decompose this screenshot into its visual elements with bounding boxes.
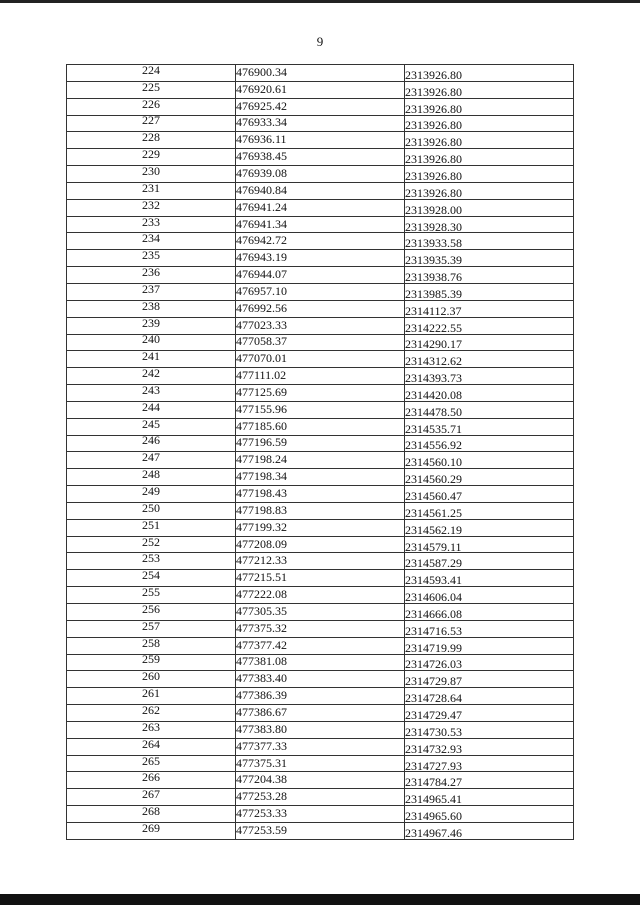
cell-text: 2313926.80 xyxy=(405,135,462,150)
cell-text: 477070.01 xyxy=(236,351,287,366)
cell-text: 2314784.27 xyxy=(405,775,462,790)
cell-text: 2313928.00 xyxy=(405,202,462,217)
cell-text: 2314562.19 xyxy=(405,522,462,537)
cell-text: 236 xyxy=(142,265,160,280)
cell-text: 258 xyxy=(142,635,160,650)
cell-text: 2313926.80 xyxy=(405,168,462,183)
table-row xyxy=(67,199,574,216)
y-coordinate-cell xyxy=(405,65,574,82)
cell-text: 259 xyxy=(142,652,160,667)
cell-text: 476941.34 xyxy=(236,216,287,231)
cell-text: 477386.67 xyxy=(236,704,287,719)
cell-text: 232 xyxy=(142,197,160,212)
cell-text: 477111.02 xyxy=(236,368,287,383)
table-row xyxy=(67,721,574,738)
cell-text: 2313928.30 xyxy=(405,219,462,234)
y-coordinate-cell xyxy=(405,620,574,637)
cell-text: 477253.33 xyxy=(236,806,287,821)
cell-text: 477198.24 xyxy=(236,452,287,467)
x-coordinate-cell xyxy=(236,300,405,317)
cell-text: 2314730.53 xyxy=(405,724,462,739)
y-coordinate-cell xyxy=(405,300,574,317)
cell-text: 268 xyxy=(142,804,160,819)
x-coordinate-cell xyxy=(236,317,405,334)
x-coordinate-cell xyxy=(236,81,405,98)
point-number-cell xyxy=(67,587,236,604)
point-number-cell xyxy=(67,199,236,216)
cell-text: 477386.39 xyxy=(236,688,287,703)
cell-text: 2314556.92 xyxy=(405,438,462,453)
cell-text: 477377.33 xyxy=(236,738,287,753)
x-coordinate-cell xyxy=(236,199,405,216)
table-row xyxy=(67,705,574,722)
x-coordinate-cell xyxy=(236,435,405,452)
point-number-cell xyxy=(67,806,236,823)
cell-text: 477253.59 xyxy=(236,822,287,837)
x-coordinate-cell xyxy=(236,469,405,486)
y-coordinate-cell xyxy=(405,721,574,738)
y-coordinate-cell xyxy=(405,115,574,132)
cell-text: 261 xyxy=(142,686,160,701)
table-row xyxy=(67,587,574,604)
scan-bottom-edge xyxy=(0,894,640,905)
cell-text: 238 xyxy=(142,298,160,313)
table-row xyxy=(67,620,574,637)
y-coordinate-cell xyxy=(405,587,574,604)
point-number-cell xyxy=(67,401,236,418)
cell-text: 477125.69 xyxy=(236,384,287,399)
cell-text: 477305.35 xyxy=(236,603,287,618)
point-number-cell xyxy=(67,721,236,738)
y-coordinate-cell xyxy=(405,469,574,486)
x-coordinate-cell xyxy=(236,654,405,671)
cell-text: 476941.24 xyxy=(236,199,287,214)
x-coordinate-cell xyxy=(236,604,405,621)
x-coordinate-cell xyxy=(236,772,405,789)
y-coordinate-cell xyxy=(405,519,574,536)
y-coordinate-cell xyxy=(405,283,574,300)
x-coordinate-cell xyxy=(236,283,405,300)
y-coordinate-cell xyxy=(405,822,574,839)
cell-text: 237 xyxy=(142,281,160,296)
cell-text: 476942.72 xyxy=(236,233,287,248)
cell-text: 476957.10 xyxy=(236,283,287,298)
point-number-cell xyxy=(67,182,236,199)
x-coordinate-cell xyxy=(236,738,405,755)
cell-text: 2314420.08 xyxy=(405,387,462,402)
cell-text: 230 xyxy=(142,163,160,178)
y-coordinate-cell xyxy=(405,705,574,722)
cell-text: 234 xyxy=(142,231,160,246)
cell-text: 254 xyxy=(142,568,160,583)
cell-text: 2314560.29 xyxy=(405,472,462,487)
cell-text: 264 xyxy=(142,736,160,751)
cell-text: 267 xyxy=(142,787,160,802)
cell-text: 2314478.50 xyxy=(405,404,462,419)
cell-text: 2314560.10 xyxy=(405,455,462,470)
x-coordinate-cell xyxy=(236,806,405,823)
table-row xyxy=(67,182,574,199)
cell-text: 477198.83 xyxy=(236,502,287,517)
x-coordinate-cell xyxy=(236,182,405,199)
cell-text: 241 xyxy=(142,349,160,364)
page-number: 9 xyxy=(316,34,324,49)
cell-text: 2314561.25 xyxy=(405,505,462,520)
cell-text: 240 xyxy=(142,332,160,347)
table-row xyxy=(67,519,574,536)
cell-text: 255 xyxy=(142,585,160,600)
cell-text: 2314535.71 xyxy=(405,421,462,436)
table-row xyxy=(67,65,574,82)
point-number-cell xyxy=(67,702,236,722)
y-coordinate-cell xyxy=(405,435,574,452)
point-number-cell xyxy=(67,163,236,183)
y-coordinate-cell xyxy=(405,351,574,368)
x-coordinate-cell xyxy=(236,688,405,705)
table-row xyxy=(67,604,574,621)
y-coordinate-cell xyxy=(405,233,574,250)
x-coordinate-cell xyxy=(236,98,405,115)
cell-text: 2314606.04 xyxy=(405,590,462,605)
x-coordinate-cell xyxy=(236,418,405,435)
x-coordinate-cell xyxy=(236,705,405,722)
cell-text: 263 xyxy=(142,719,160,734)
cell-text: 2314290.17 xyxy=(405,337,462,352)
cell-text: 2314719.99 xyxy=(405,640,462,655)
cell-text: 477208.09 xyxy=(236,536,287,551)
cell-text: 477198.34 xyxy=(236,469,287,484)
x-coordinate-cell xyxy=(236,502,405,519)
cell-text: 476939.08 xyxy=(236,165,287,180)
y-coordinate-cell xyxy=(405,334,574,351)
cell-text: 243 xyxy=(142,382,160,397)
cell-text: 260 xyxy=(142,669,160,684)
table-row xyxy=(67,368,574,385)
cell-text: 2314726.03 xyxy=(405,657,462,672)
cell-text: 231 xyxy=(142,180,160,195)
cell-text: 477199.32 xyxy=(236,519,287,534)
cell-text: 2314393.73 xyxy=(405,371,462,386)
cell-text: 2313926.80 xyxy=(405,101,462,116)
cell-text: 250 xyxy=(142,500,160,515)
cell-text: 227 xyxy=(142,113,160,128)
table-row xyxy=(67,401,574,418)
cell-text: 2313926.80 xyxy=(405,185,462,200)
cell-text: 233 xyxy=(142,214,160,229)
y-coordinate-cell xyxy=(405,368,574,385)
point-number-cell xyxy=(67,502,236,519)
cell-text: 477222.08 xyxy=(236,587,287,602)
y-coordinate-cell xyxy=(405,772,574,789)
cell-text: 2314112.37 xyxy=(405,303,462,318)
cell-text: 252 xyxy=(142,534,160,549)
y-coordinate-cell xyxy=(405,738,574,755)
y-coordinate-cell xyxy=(405,502,574,519)
cell-text: 2313935.39 xyxy=(405,253,462,268)
cell-text: 476940.84 xyxy=(236,182,287,197)
y-coordinate-cell xyxy=(405,570,574,587)
y-coordinate-cell xyxy=(405,216,574,233)
point-number-cell xyxy=(67,822,236,839)
x-coordinate-cell xyxy=(236,401,405,418)
table-row xyxy=(67,267,574,284)
x-coordinate-cell xyxy=(236,570,405,587)
x-coordinate-cell xyxy=(236,250,405,267)
cell-text: 249 xyxy=(142,484,160,499)
x-coordinate-cell xyxy=(236,637,405,654)
table-row xyxy=(67,502,574,519)
table-row xyxy=(67,283,574,300)
x-coordinate-cell xyxy=(236,452,405,469)
cell-text: 2313926.80 xyxy=(405,152,462,167)
cell-text: 476925.42 xyxy=(236,98,287,113)
x-coordinate-cell xyxy=(236,587,405,604)
cell-text: 477383.40 xyxy=(236,671,287,686)
cell-text: 476943.19 xyxy=(236,250,287,265)
y-coordinate-cell xyxy=(405,536,574,553)
y-coordinate-cell xyxy=(405,250,574,267)
cell-text: 228 xyxy=(142,130,160,145)
x-coordinate-cell xyxy=(236,267,405,284)
cell-text: 477198.43 xyxy=(236,486,287,501)
cell-text: 2313926.80 xyxy=(405,67,462,82)
x-coordinate-cell xyxy=(236,620,405,637)
cell-text: 2314729.87 xyxy=(405,674,462,689)
cell-text: 2314587.29 xyxy=(405,556,462,571)
cell-text: 476933.34 xyxy=(236,115,287,130)
x-coordinate-cell xyxy=(236,721,405,738)
x-coordinate-cell xyxy=(236,385,405,402)
cell-text: 2314222.55 xyxy=(405,320,462,335)
cell-text: 246 xyxy=(142,433,160,448)
point-number-cell xyxy=(67,267,236,284)
cell-text: 224 xyxy=(142,62,160,77)
cell-text: 2314312.62 xyxy=(405,354,462,369)
point-number-cell xyxy=(67,382,236,402)
cell-text: 266 xyxy=(142,770,160,785)
cell-text: 477185.60 xyxy=(236,418,287,433)
point-number-cell xyxy=(67,368,236,385)
cell-text: 477204.38 xyxy=(236,772,287,787)
point-number-cell xyxy=(67,81,236,98)
y-coordinate-cell xyxy=(405,688,574,705)
cell-text: 2314716.53 xyxy=(405,623,462,638)
point-number-cell xyxy=(67,620,236,637)
cell-text: 253 xyxy=(142,551,160,566)
y-coordinate-cell xyxy=(405,789,574,806)
point-number-cell xyxy=(67,601,236,621)
y-coordinate-cell xyxy=(405,98,574,115)
table-row xyxy=(67,822,574,839)
table-row xyxy=(67,300,574,317)
y-coordinate-cell xyxy=(405,637,574,654)
cell-text: 477383.80 xyxy=(236,721,287,736)
cell-text: 245 xyxy=(142,416,160,431)
cell-text: 265 xyxy=(142,753,160,768)
cell-text: 477215.51 xyxy=(236,570,287,585)
y-coordinate-cell xyxy=(405,452,574,469)
cell-text: 2314729.47 xyxy=(405,707,462,722)
point-number-cell xyxy=(67,738,236,755)
y-coordinate-cell xyxy=(405,385,574,402)
cell-text: 257 xyxy=(142,618,160,633)
x-coordinate-cell xyxy=(236,789,405,806)
cell-text: 242 xyxy=(142,366,160,381)
coordinates-table-body xyxy=(67,62,574,840)
cell-text: 229 xyxy=(142,147,160,162)
x-coordinate-cell xyxy=(236,351,405,368)
y-coordinate-cell xyxy=(405,317,574,334)
cell-text: 476936.11 xyxy=(236,132,287,147)
cell-text: 477023.33 xyxy=(236,317,287,332)
cell-text: 476920.61 xyxy=(236,81,287,96)
cell-text: 226 xyxy=(142,96,160,111)
cell-text: 2314967.46 xyxy=(405,825,462,840)
cell-text: 477375.31 xyxy=(236,755,287,770)
cell-text: 239 xyxy=(142,315,160,330)
table-row xyxy=(67,385,574,402)
point-number-cell xyxy=(67,62,236,82)
cell-text: 2313933.58 xyxy=(405,236,462,251)
x-coordinate-cell xyxy=(236,216,405,233)
scan-top-edge xyxy=(0,0,640,3)
cell-text: 244 xyxy=(142,399,160,414)
y-coordinate-cell xyxy=(405,199,574,216)
y-coordinate-cell xyxy=(405,755,574,772)
cell-text: 2314666.08 xyxy=(405,606,462,621)
cell-text: 476944.07 xyxy=(236,267,287,282)
cell-text: 2314593.41 xyxy=(405,573,462,588)
point-number-cell xyxy=(67,486,236,503)
x-coordinate-cell xyxy=(236,115,405,132)
x-coordinate-cell xyxy=(236,334,405,351)
cell-text: 2314727.93 xyxy=(405,758,462,773)
cell-text: 476938.45 xyxy=(236,149,287,164)
cell-text: 2314579.11 xyxy=(405,539,462,554)
y-coordinate-cell xyxy=(405,671,574,688)
y-coordinate-cell xyxy=(405,401,574,418)
table-row xyxy=(67,486,574,503)
table-row xyxy=(67,166,574,183)
cell-text: 477381.08 xyxy=(236,654,287,669)
cell-text: 248 xyxy=(142,467,160,482)
cell-text: 251 xyxy=(142,517,160,532)
cell-text: 247 xyxy=(142,450,160,465)
x-coordinate-cell xyxy=(236,166,405,183)
cell-text: 477377.42 xyxy=(236,637,287,652)
cell-text: 2313926.80 xyxy=(405,84,462,99)
cell-text: 2313926.80 xyxy=(405,118,462,133)
x-coordinate-cell xyxy=(236,132,405,149)
cell-text: 2314965.41 xyxy=(405,792,462,807)
cell-text: 256 xyxy=(142,601,160,616)
table-row xyxy=(67,81,574,98)
cell-text: 476992.56 xyxy=(236,300,287,315)
cell-text: 477212.33 xyxy=(236,553,287,568)
x-coordinate-cell xyxy=(236,755,405,772)
y-coordinate-cell xyxy=(405,149,574,166)
cell-text: 235 xyxy=(142,248,160,263)
y-coordinate-cell xyxy=(405,806,574,823)
y-coordinate-cell xyxy=(405,81,574,98)
cell-text: 477375.32 xyxy=(236,620,287,635)
cell-text: 225 xyxy=(142,79,160,94)
y-coordinate-cell xyxy=(405,166,574,183)
cell-text: 476900.34 xyxy=(236,64,287,79)
y-coordinate-cell xyxy=(405,182,574,199)
x-coordinate-cell xyxy=(236,65,405,82)
cell-text: 2314728.64 xyxy=(405,691,462,706)
cell-text: 2314732.93 xyxy=(405,741,462,756)
cell-text: 477196.59 xyxy=(236,435,287,450)
cell-text: 262 xyxy=(142,702,160,717)
y-coordinate-cell xyxy=(405,418,574,435)
x-coordinate-cell xyxy=(236,149,405,166)
x-coordinate-cell xyxy=(236,671,405,688)
y-coordinate-cell xyxy=(405,132,574,149)
point-number-cell xyxy=(67,300,236,317)
table-row xyxy=(67,738,574,755)
y-coordinate-cell xyxy=(405,267,574,284)
y-coordinate-cell xyxy=(405,553,574,570)
y-coordinate-cell xyxy=(405,604,574,621)
x-coordinate-cell xyxy=(236,368,405,385)
table-row xyxy=(67,806,574,823)
x-coordinate-cell xyxy=(236,233,405,250)
x-coordinate-cell xyxy=(236,553,405,570)
x-coordinate-cell xyxy=(236,486,405,503)
y-coordinate-cell xyxy=(405,486,574,503)
cell-text: 477058.37 xyxy=(236,334,287,349)
cell-text: 269 xyxy=(142,820,160,835)
y-coordinate-cell xyxy=(405,654,574,671)
x-coordinate-cell xyxy=(236,822,405,839)
x-coordinate-cell xyxy=(236,536,405,553)
cell-text: 477155.96 xyxy=(236,401,287,416)
point-number-cell xyxy=(67,283,236,300)
coordinates-table xyxy=(66,64,574,840)
point-number-cell xyxy=(67,519,236,536)
cell-text: 477253.28 xyxy=(236,789,287,804)
cell-text: 2314560.47 xyxy=(405,489,462,504)
cell-text: 2314965.60 xyxy=(405,809,462,824)
cell-text: 2313985.39 xyxy=(405,286,462,301)
x-coordinate-cell xyxy=(236,519,405,536)
cell-text: 2313938.76 xyxy=(405,270,462,285)
